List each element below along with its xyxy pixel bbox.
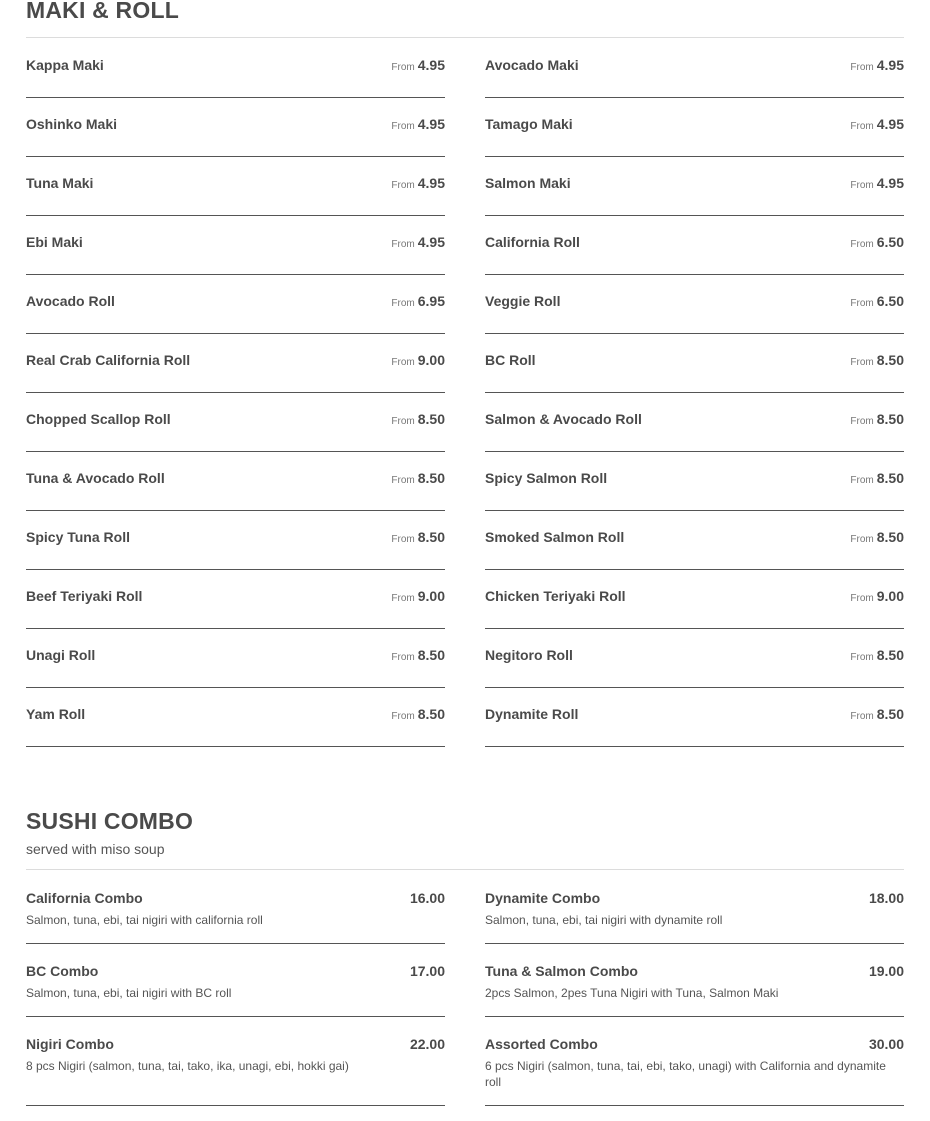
price-value: 8.50 bbox=[417, 647, 445, 663]
item-price bbox=[850, 352, 904, 368]
price-value: 8.50 bbox=[876, 529, 904, 545]
item-price bbox=[850, 234, 904, 250]
price-value: 8.50 bbox=[417, 411, 445, 427]
item-price bbox=[391, 293, 445, 309]
price-from-label: From bbox=[850, 62, 874, 73]
price-from-label: From bbox=[850, 357, 874, 368]
price-value: 4.95 bbox=[876, 175, 904, 191]
item-price bbox=[850, 647, 904, 663]
section-divider bbox=[26, 869, 904, 870]
item-name: Salmon & Avocado Roll bbox=[485, 411, 642, 427]
price-from-label: From bbox=[391, 357, 415, 368]
menu-item[interactable] bbox=[26, 157, 445, 216]
price-from-label: From bbox=[391, 416, 415, 427]
menu-item[interactable] bbox=[26, 570, 445, 629]
menu-item[interactable] bbox=[485, 688, 904, 747]
price-value: 8.50 bbox=[876, 352, 904, 368]
price-value: 6.50 bbox=[876, 293, 904, 309]
combo-item[interactable] bbox=[26, 944, 445, 1017]
combo-item[interactable] bbox=[26, 1017, 445, 1106]
item-price: 30.00 bbox=[868, 1036, 904, 1052]
price-value: 4.95 bbox=[876, 57, 904, 73]
price-from-label: From bbox=[850, 711, 874, 722]
item-price bbox=[391, 529, 445, 545]
item-price: 18.00 bbox=[868, 890, 904, 906]
item-price bbox=[850, 588, 904, 604]
item-price bbox=[391, 234, 445, 250]
price-value: 4.95 bbox=[417, 57, 445, 73]
item-price bbox=[391, 470, 445, 486]
price-from-label: From bbox=[391, 593, 415, 604]
menu-item[interactable] bbox=[26, 511, 445, 570]
section-divider bbox=[26, 37, 904, 38]
item-price bbox=[850, 529, 904, 545]
price-value: 8.50 bbox=[876, 411, 904, 427]
item-price bbox=[391, 588, 445, 604]
menu-item[interactable] bbox=[485, 452, 904, 511]
price-from-label: From bbox=[391, 652, 415, 663]
price-from-label: From bbox=[850, 416, 874, 427]
price-from-label: From bbox=[391, 121, 415, 132]
item-name: Unagi Roll bbox=[26, 647, 96, 663]
item-description: Salmon, tuna, ebi, tai nigiri with dynamite roll bbox=[485, 913, 723, 927]
menu-item[interactable] bbox=[485, 393, 904, 452]
item-name: BC Combo bbox=[26, 963, 99, 979]
menu-item[interactable] bbox=[485, 629, 904, 688]
price-from-label: From bbox=[391, 475, 415, 486]
menu-item[interactable] bbox=[485, 216, 904, 275]
item-name: Ebi Maki bbox=[26, 234, 83, 250]
price-value: 4.95 bbox=[417, 234, 445, 250]
item-price bbox=[850, 57, 904, 73]
menu-item[interactable] bbox=[485, 511, 904, 570]
item-name: Tuna Maki bbox=[26, 175, 94, 191]
item-description: 6 pcs Nigiri (salmon, tuna, tai, ebi, tako, unagi) with California and dynamite roll bbox=[485, 1059, 886, 1089]
price-from-label: From bbox=[850, 239, 874, 250]
price-value: 9.00 bbox=[417, 588, 445, 604]
menu-item[interactable] bbox=[485, 98, 904, 157]
menu-item[interactable] bbox=[26, 688, 445, 747]
price-from-label: From bbox=[391, 711, 415, 722]
price-value: 8.50 bbox=[876, 470, 904, 486]
price-from-label: From bbox=[391, 534, 415, 545]
combo-item[interactable] bbox=[485, 871, 904, 944]
maki-item-grid bbox=[26, 39, 904, 747]
item-name: Yam Roll bbox=[26, 706, 86, 722]
price-from-label: From bbox=[850, 593, 874, 604]
item-name: Chicken Teriyaki Roll bbox=[485, 588, 626, 604]
menu-item[interactable] bbox=[485, 570, 904, 629]
price-from-label: From bbox=[850, 121, 874, 132]
price-value: 8.50 bbox=[417, 529, 445, 545]
item-price bbox=[391, 116, 445, 132]
price-value: 4.95 bbox=[876, 116, 904, 132]
item-name: Dynamite Combo bbox=[485, 890, 601, 906]
combo-item[interactable] bbox=[485, 1017, 904, 1106]
item-name: Oshinko Maki bbox=[26, 116, 118, 132]
item-name: California Roll bbox=[485, 234, 580, 250]
price-from-label: From bbox=[850, 180, 874, 191]
item-name: Spicy Tuna Roll bbox=[26, 529, 130, 545]
menu-item[interactable] bbox=[26, 452, 445, 511]
item-name: Avocado Roll bbox=[26, 293, 115, 309]
item-name: Salmon Maki bbox=[485, 175, 571, 191]
item-price bbox=[391, 57, 445, 73]
menu-item[interactable] bbox=[26, 98, 445, 157]
price-from-label: From bbox=[391, 62, 415, 73]
item-price bbox=[391, 706, 445, 722]
item-name: BC Roll bbox=[485, 352, 536, 368]
section-title-maki: MAKI & ROLL bbox=[26, 0, 179, 23]
menu-item[interactable] bbox=[26, 216, 445, 275]
price-value: 8.50 bbox=[417, 470, 445, 486]
price-from-label: From bbox=[391, 239, 415, 250]
price-value: 8.50 bbox=[876, 706, 904, 722]
item-name: Assorted Combo bbox=[485, 1036, 598, 1052]
menu-item[interactable] bbox=[26, 275, 445, 334]
price-from-label: From bbox=[391, 180, 415, 191]
section-subtitle-combo: served with miso soup bbox=[26, 841, 165, 857]
combo-item-grid bbox=[26, 871, 904, 1106]
item-name: Tuna & Salmon Combo bbox=[485, 963, 638, 979]
item-name: Negitoro Roll bbox=[485, 647, 573, 663]
item-price bbox=[850, 706, 904, 722]
item-price: 22.00 bbox=[409, 1036, 445, 1052]
item-price bbox=[850, 116, 904, 132]
section-title-combo: SUSHI COMBO bbox=[26, 808, 194, 834]
item-price: 17.00 bbox=[409, 963, 445, 979]
price-from-label: From bbox=[391, 298, 415, 309]
item-name: Nigiri Combo bbox=[26, 1036, 114, 1052]
item-name: Tamago Maki bbox=[485, 116, 573, 132]
menu-item[interactable] bbox=[485, 334, 904, 393]
price-value: 4.95 bbox=[417, 116, 445, 132]
menu-item[interactable] bbox=[485, 157, 904, 216]
item-price bbox=[391, 411, 445, 427]
item-price: 19.00 bbox=[868, 963, 904, 979]
item-name: Beef Teriyaki Roll bbox=[26, 588, 143, 604]
item-name: California Combo bbox=[26, 890, 143, 906]
menu-item[interactable] bbox=[26, 334, 445, 393]
item-description: Salmon, tuna, ebi, tai nigiri with BC roll bbox=[26, 986, 232, 1000]
price-value: 6.50 bbox=[876, 234, 904, 250]
item-name: Avocado Maki bbox=[485, 57, 579, 73]
item-price bbox=[391, 647, 445, 663]
price-from-label: From bbox=[850, 652, 874, 663]
item-description: 8 pcs Nigiri (salmon, tuna, tai, tako, ika, unagi, ebi, hokki gai) bbox=[26, 1059, 349, 1073]
price-from-label: From bbox=[850, 475, 874, 486]
item-price bbox=[391, 175, 445, 191]
menu-item[interactable] bbox=[26, 393, 445, 452]
item-price bbox=[850, 293, 904, 309]
item-name: Smoked Salmon Roll bbox=[485, 529, 625, 545]
item-name: Chopped Scallop Roll bbox=[26, 411, 171, 427]
price-value: 6.95 bbox=[417, 293, 445, 309]
item-name: Spicy Salmon Roll bbox=[485, 470, 608, 486]
combo-item[interactable] bbox=[485, 944, 904, 1017]
price-value: 9.00 bbox=[417, 352, 445, 368]
combo-item[interactable] bbox=[26, 871, 445, 944]
item-price: 16.00 bbox=[409, 890, 445, 906]
price-value: 4.95 bbox=[417, 175, 445, 191]
item-name: Kappa Maki bbox=[26, 57, 104, 73]
item-description: 2pcs Salmon, 2pes Tuna Nigiri with Tuna, Salmon Maki bbox=[485, 986, 779, 1000]
price-from-label: From bbox=[850, 298, 874, 309]
item-price bbox=[850, 470, 904, 486]
menu-item[interactable] bbox=[485, 275, 904, 334]
item-name: Real Crab California Roll bbox=[26, 352, 191, 368]
item-price bbox=[850, 175, 904, 191]
price-from-label: From bbox=[850, 534, 874, 545]
item-price bbox=[391, 352, 445, 368]
price-value: 9.00 bbox=[876, 588, 904, 604]
price-value: 8.50 bbox=[876, 647, 904, 663]
item-name: Dynamite Roll bbox=[485, 706, 579, 722]
item-name: Tuna & Avocado Roll bbox=[26, 470, 165, 486]
item-description: Salmon, tuna, ebi, tai nigiri with california roll bbox=[26, 913, 263, 927]
menu-item[interactable] bbox=[485, 39, 904, 98]
item-name: Veggie Roll bbox=[485, 293, 561, 309]
item-price bbox=[850, 411, 904, 427]
menu-item[interactable] bbox=[26, 39, 445, 98]
price-value: 8.50 bbox=[417, 706, 445, 722]
menu-item[interactable] bbox=[26, 629, 445, 688]
